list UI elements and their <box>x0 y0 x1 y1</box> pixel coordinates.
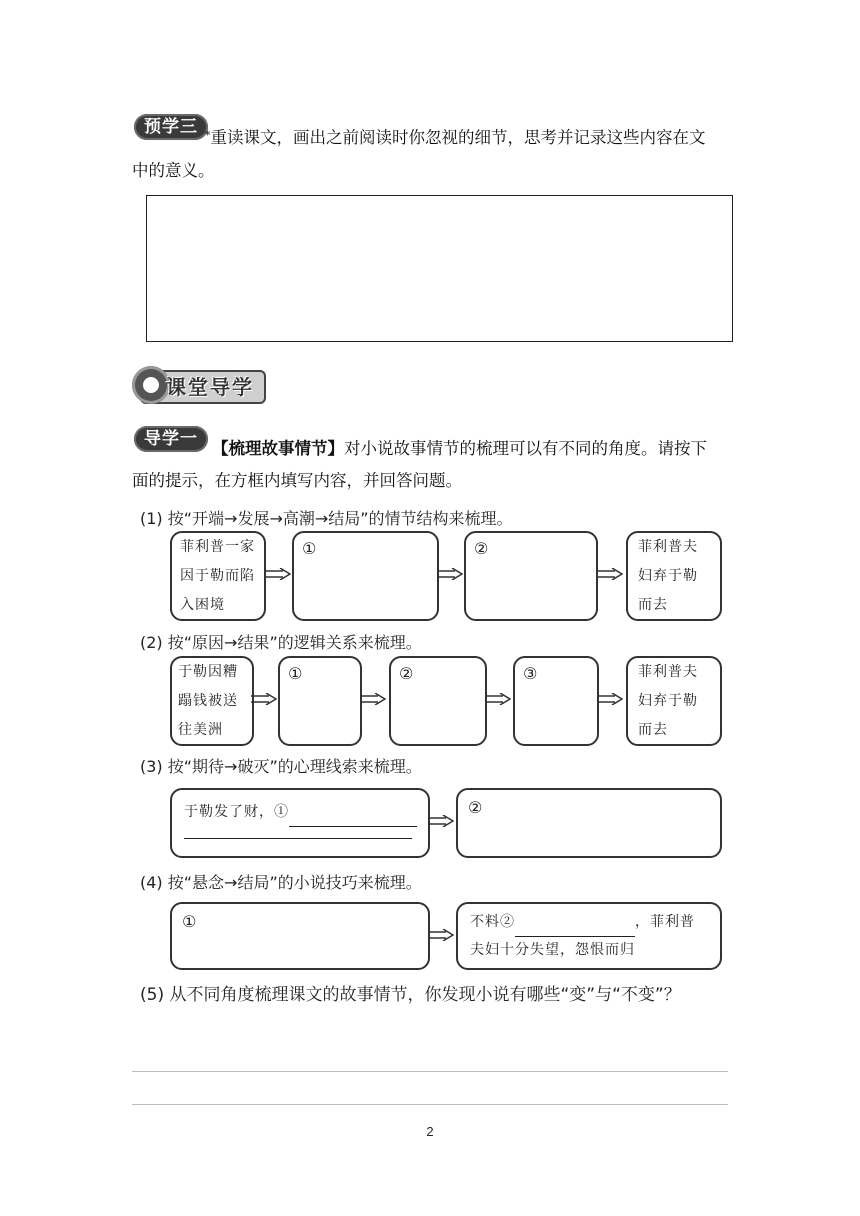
answer-line[interactable] <box>132 1071 728 1072</box>
prestudy3-line1: 重读课文，画出之前阅读时你忽视的细节，思考并记录这些内容在文 <box>210 128 706 147</box>
guide1-instruction <box>212 432 737 465</box>
double-arrow-icon <box>597 693 623 705</box>
double-arrow-icon <box>428 929 454 941</box>
q2-box1-line1: 于勒因糟 <box>178 664 238 680</box>
q2-box-cause <box>170 656 254 746</box>
q2-text: (2) 按“原因→结果”的逻辑关系来梳理。 <box>140 633 422 652</box>
q1-box-climax[interactable] <box>464 531 598 621</box>
page-number: 2 <box>426 1124 434 1139</box>
prestudy3-instruction <box>205 121 735 154</box>
q1-box4-line1: 菲利普夫 <box>638 539 698 555</box>
q2-box-step1[interactable] <box>278 656 362 746</box>
q3-blank1[interactable] <box>289 806 417 827</box>
q1-box1-line2: 因于勒而陷 <box>180 568 255 584</box>
q2-box-step3[interactable] <box>513 656 599 746</box>
q3-box2-num: ② <box>468 798 483 817</box>
gear-icon <box>132 366 170 404</box>
q1-box-development[interactable] <box>292 531 439 621</box>
q3-box-disillusion[interactable] <box>456 788 722 858</box>
q3-box1-line1 <box>184 798 417 827</box>
double-arrow-icon <box>251 693 277 705</box>
q4-box2-line2: 夫妇十分失望，怨恨而归 <box>470 942 635 958</box>
q1-box2-num: ① <box>302 539 317 558</box>
q3-box1-lead: 于勒发了财，① <box>184 804 289 820</box>
q3-box-expectation[interactable] <box>170 788 430 858</box>
q5-text: (5) 从不同角度梳理课文的故事情节，你发现小说有哪些“变”与“不变”？ <box>140 985 681 1005</box>
q3-text: (3) 按“期待→破灭”的心理线索来梳理。 <box>140 757 422 776</box>
q2-box1-line3: 往美洲 <box>178 722 223 738</box>
q1-box4-line2: 妇弃于勒 <box>638 568 698 584</box>
double-arrow-icon <box>485 693 511 705</box>
q4-box-suspense[interactable] <box>170 902 430 970</box>
section-banner-title: 课堂导学 <box>166 375 254 399</box>
guide1-line2: 面的提示，在方框内填写内容，并回答问题。 <box>132 471 462 490</box>
q2-box3-num: ② <box>399 664 414 683</box>
q2-box5-line3: 而去 <box>638 722 668 738</box>
q4-blank2[interactable] <box>515 916 635 937</box>
q4-box2-line1 <box>470 908 695 937</box>
double-arrow-icon <box>265 568 291 580</box>
q2-box5-line2: 妇弃于勒 <box>638 693 698 709</box>
prestudy3-answer-box[interactable] <box>146 195 733 342</box>
q2-box2-num: ① <box>288 664 303 683</box>
prestudy3-line2: 中的意义。 <box>132 161 215 180</box>
q1-box-start <box>170 531 266 621</box>
prestudy3-badge: 预学三 <box>134 114 208 140</box>
q1-box1-line1: 菲利普一家 <box>180 539 255 555</box>
q4-box-ending <box>456 902 722 970</box>
section-banner <box>132 366 264 404</box>
q1-box-ending <box>626 531 722 621</box>
q4-box2-lead: 不料② <box>470 914 515 930</box>
q1-text: (1) 按“开端→发展→高潮→结局”的情节结构来梳理。 <box>140 509 513 528</box>
q2-box1-line2: 蹋钱被送 <box>178 693 238 709</box>
q4-box2-tail: ，菲利普 <box>635 914 695 930</box>
q4-box1-num: ① <box>182 912 197 931</box>
guide1-badge: 导学一 <box>134 426 208 452</box>
q1-box3-num: ② <box>474 539 489 558</box>
asterisk-mark: * <box>205 129 211 142</box>
q4-text: (4) 按“悬念→结局”的小说技巧来梳理。 <box>140 873 422 892</box>
answer-line[interactable] <box>132 1104 728 1105</box>
q2-box4-num: ③ <box>523 664 538 683</box>
guide1-line1: 对小说故事情节的梳理可以有不同的角度。请按下 <box>344 439 707 458</box>
double-arrow-icon <box>360 693 386 705</box>
q2-box-result <box>626 656 722 746</box>
double-arrow-icon <box>597 568 623 580</box>
q1-box1-line3: 入困境 <box>180 597 225 613</box>
q2-box5-line1: 菲利普夫 <box>638 664 698 680</box>
q1-box4-line3: 而去 <box>638 597 668 613</box>
double-arrow-icon <box>437 568 463 580</box>
q2-box-step2[interactable] <box>389 656 487 746</box>
double-arrow-icon <box>428 815 454 827</box>
q3-blank1-line2[interactable] <box>184 838 412 839</box>
guide1-title: 【梳理故事情节】 <box>212 439 344 458</box>
